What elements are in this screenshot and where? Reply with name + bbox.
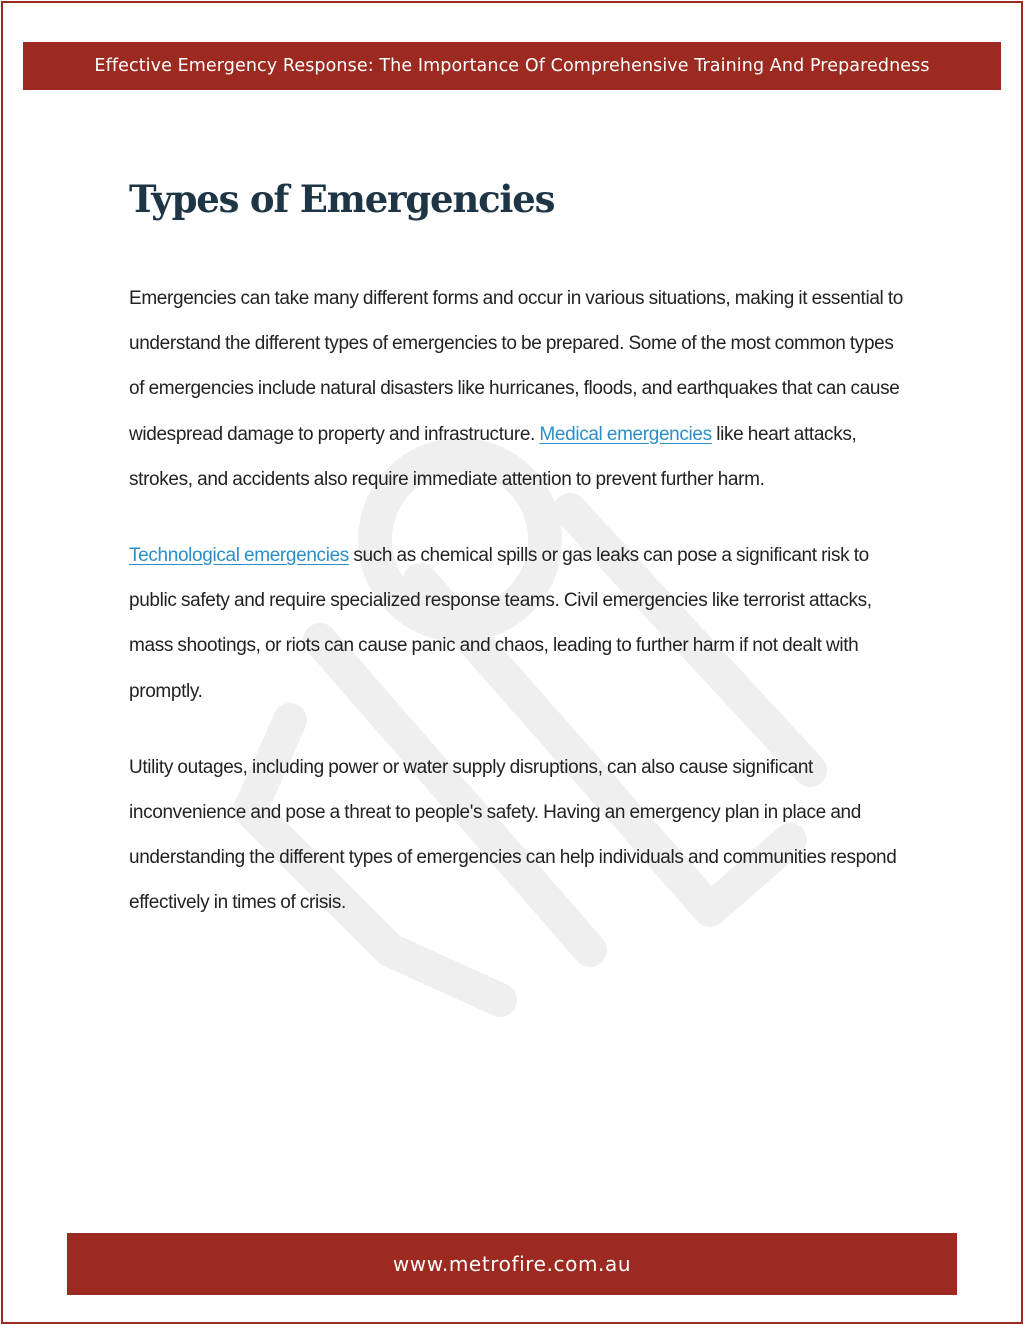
header-banner — [23, 42, 1001, 90]
paragraph-1 — [129, 276, 904, 502]
medical-emergencies-link[interactable]: Medical emergencies — [539, 423, 712, 445]
page-title: Types of Emergencies — [129, 177, 555, 221]
paragraph-2-text-b: such as chemical spills or gas leaks can pose a significant risk to public safety and require specialized response teams. Civil emergencies like terrorist attacks, mass shootings, or riots can cause panic and chaos, leading to further harm if not dealt with promptly. — [129, 545, 872, 702]
paragraph-3: Utility outages, including power or water supply disruptions, can also cause significant inconvenience and pose a threat to people's safety. Having an emergency plan in place and understanding the different types of emergencies can help individuals and communities respond effectively in times of crisis. — [129, 756, 897, 914]
header-title: Effective Emergency Response: The Importance Of Comprehensive Training And Preparedness — [94, 56, 930, 76]
main-content — [129, 170, 904, 926]
footer-banner — [67, 1233, 957, 1295]
paragraph-2 — [129, 533, 904, 714]
paragraph-1-text-b: like heart attacks, strokes, and accidents also require immediate attention to prevent further harm. — [129, 423, 857, 490]
footer-website[interactable]: www.metrofire.com.au — [392, 1252, 632, 1276]
technological-emergencies-link[interactable]: Technological emergencies — [129, 545, 349, 567]
paragraph-1-text-a: Emergencies can take many different forms and occur in various situations, making it essential to understand the different types of emergencies to be prepared. Some of the most common types of emergencies include natural disasters like hurricanes, floods, and earthquakes that can cause widespread damage to property and infrastructure. — [129, 288, 903, 445]
